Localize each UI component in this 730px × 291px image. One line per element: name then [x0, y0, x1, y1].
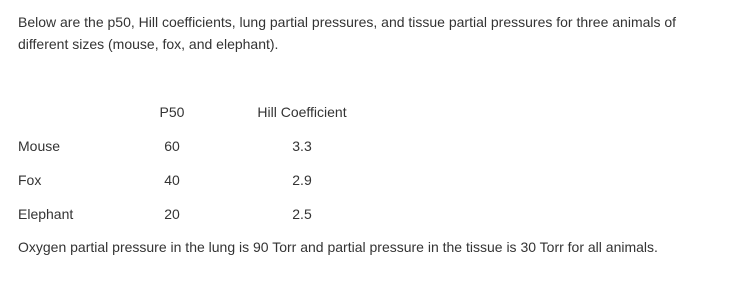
header-p50: P50: [159, 104, 185, 120]
p50-value: 20: [164, 206, 180, 222]
p50-value: 60: [164, 138, 180, 154]
animal-name: Elephant: [18, 206, 74, 222]
hill-value: 2.9: [292, 172, 312, 188]
animal-name: Mouse: [18, 138, 61, 154]
footer-note: Oxygen partial pressure in the lung is 90 Torr and partial pressure in the tissue is 30 Torr for all animals.: [18, 239, 658, 255]
header-hill-coefficient: Hill Coefficient: [257, 104, 347, 120]
intro-paragraph: Below are the p50, Hill coefficients, lung partial pressures, and tissue partial pressures for three animals of different sizes (mouse, fox, and elephant).: [18, 14, 677, 52]
hill-value: 3.3: [292, 138, 312, 154]
hill-value: 2.5: [292, 206, 312, 222]
p50-value: 40: [164, 172, 180, 188]
animal-name: Fox: [18, 172, 42, 188]
